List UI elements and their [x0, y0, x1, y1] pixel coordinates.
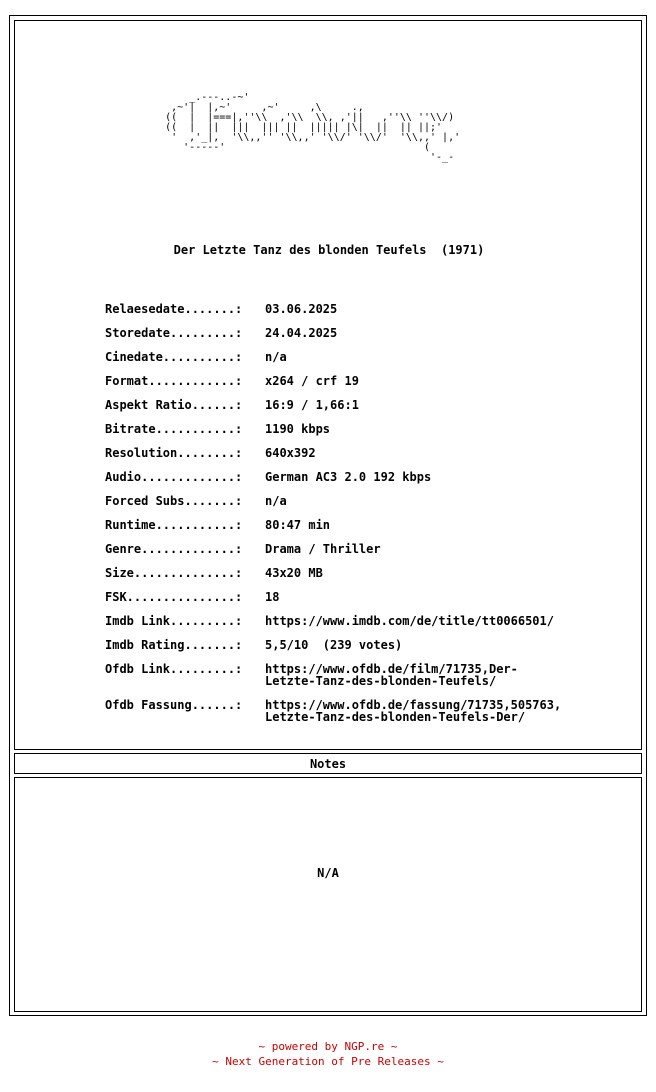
footer-tagline: ~ Next Generation of Pre Releases ~ — [212, 1055, 444, 1068]
info-row-releasedate: Relaesedate.......: 03.06.2025 — [105, 302, 338, 316]
info-row-storedate: Storedate.........: 24.04.2025 — [105, 326, 338, 340]
info-row-cinedate: Cinedate..........: n/a — [105, 350, 287, 364]
release-info-panel — [14, 20, 642, 750]
info-row-resolution: Resolution........: 640x392 — [105, 446, 316, 460]
imdb-link[interactable]: https://www.imdb.com/de/title/tt0066501/ — [265, 614, 554, 628]
info-row-size: Size..............: 43x20 MB — [105, 566, 323, 580]
notes-panel — [14, 777, 642, 1012]
notes-title: Notes — [309, 757, 347, 771]
info-row-bitrate: Bitrate...........: 1190 kbps — [105, 422, 331, 436]
info-row-audio: Audio.............: German AC3 2.0 192 kbps — [105, 470, 432, 484]
info-row-fsk: FSK...............: 18 — [105, 590, 280, 604]
info-row-ofdb-link: Ofdb Link.........: https://www.ofdb.de/film/71735,Der- Letzte-Tanz-des-blonden-Teufels/ — [105, 663, 561, 699]
group-logo-ascii-art: _.---..-~' ,~'| |,~' ,~' ,\ ., (( | |===|,''\\ ,'\\ \\, ,'|| ,''\\ ''\\/) (( | || ||| ||| || ||||| |\| || || ||;' ' ,'_|, '\\,,'' '\\,,' '\\/' '\\/' '\\,,' |,' '-----' ( '-_- — [165, 92, 461, 163]
info-row-forced-subs: Forced Subs.......: n/a — [105, 494, 287, 508]
info-row-genre: Genre.............: Drama / Thriller — [105, 542, 381, 556]
notes-body: N/A — [317, 866, 339, 880]
footer-powered-by[interactable]: ~ powered by NGP.re ~ — [258, 1040, 398, 1053]
info-row-ofdb-fassung: Ofdb Fassung......: https://www.ofdb.de/fassung/71735,505763, Letzte-Tanz-des-blonden-Teufels-Der/ — [105, 699, 561, 735]
nfo-frame — [9, 15, 647, 1016]
ofdb-fassung-link[interactable]: https://www.ofdb.de/fassung/71735,505763, Letzte-Tanz-des-blonden-Teufels-Der/ — [265, 698, 562, 724]
info-row-imdb-rating: Imdb Rating.......: 5,5/10 (239 votes) — [105, 638, 403, 652]
info-row-aspect-ratio: Aspekt Ratio......: 16:9 / 1,66:1 — [105, 398, 359, 412]
info-row-imdb-link: Imdb Link.........: https://www.imdb.com/de/title/tt0066501/ — [105, 615, 561, 639]
release-info-list — [105, 303, 561, 735]
release-title: Der Letzte Tanz des blonden Teufels (1971) — [173, 243, 485, 257]
info-row-format: Format............: x264 / crf 19 — [105, 374, 359, 388]
notes-header — [14, 753, 642, 774]
ofdb-link[interactable]: https://www.ofdb.de/film/71735,Der- Letzte-Tanz-des-blonden-Teufels/ — [265, 662, 518, 688]
info-row-runtime: Runtime...........: 80:47 min — [105, 518, 331, 532]
